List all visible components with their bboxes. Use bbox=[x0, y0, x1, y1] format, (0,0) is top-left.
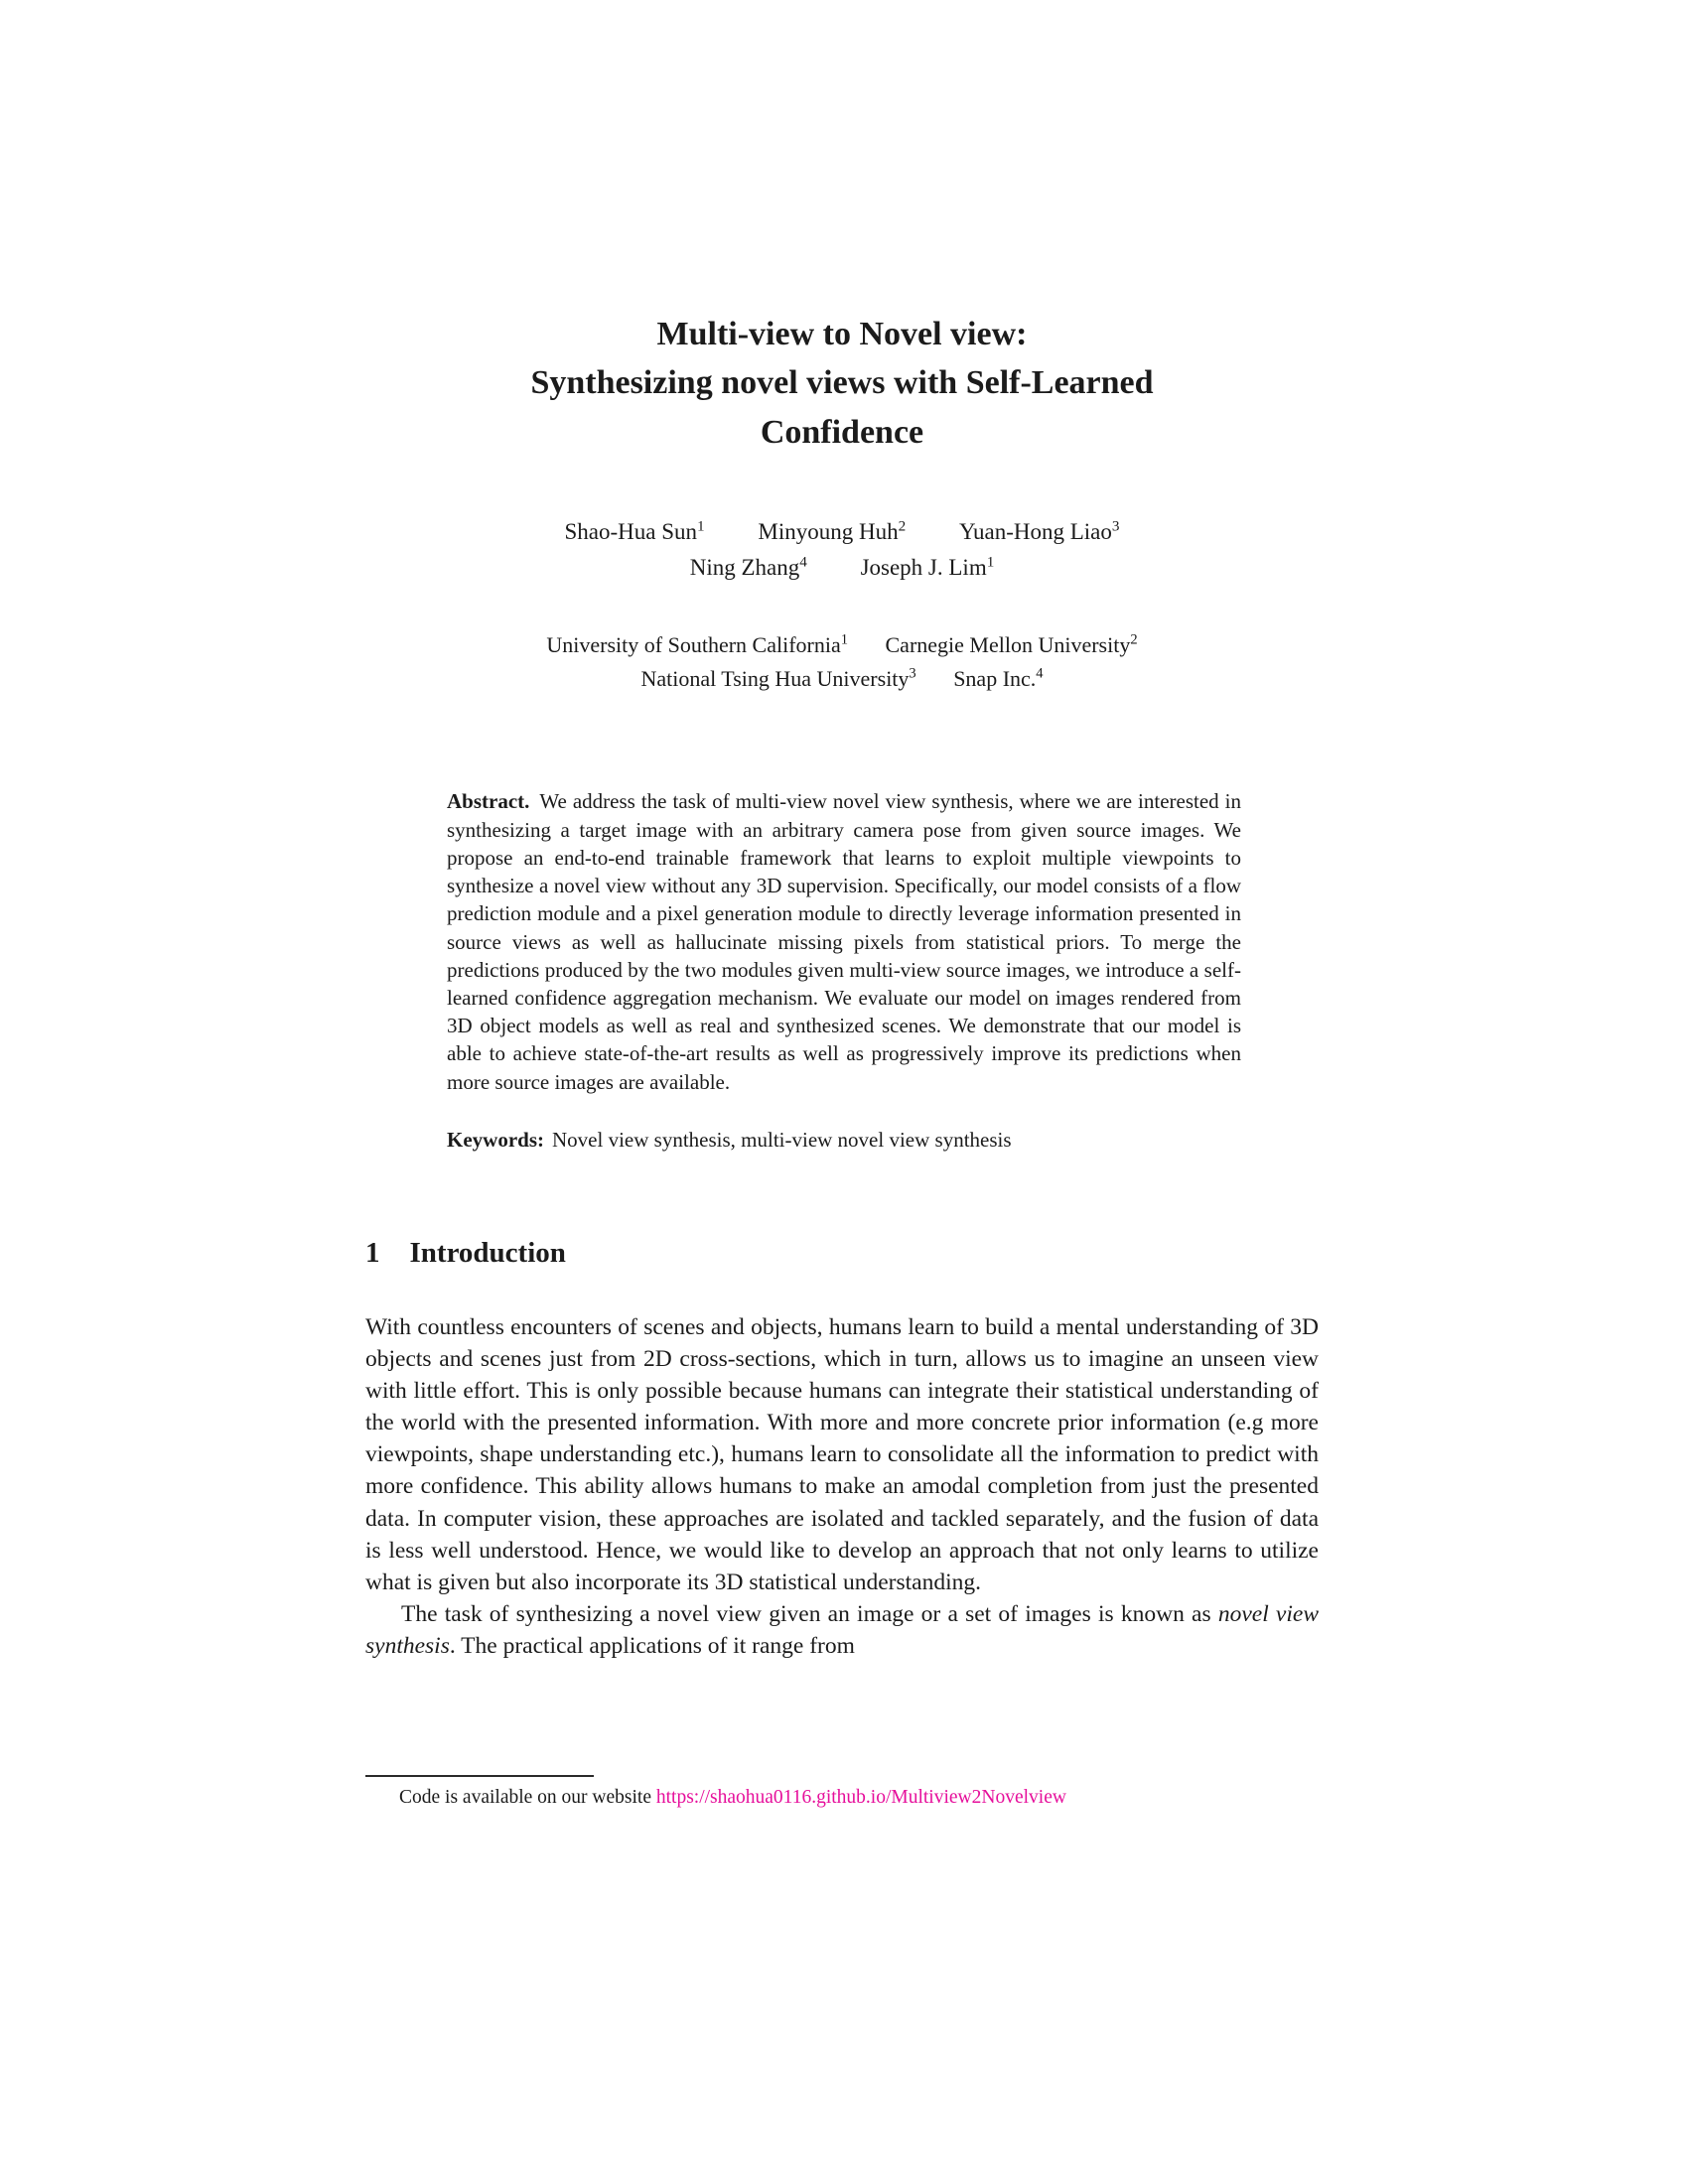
paper-title bbox=[365, 310, 1319, 457]
author-4 bbox=[689, 552, 807, 580]
author-4-name: Ning Zhang bbox=[689, 554, 800, 580]
authors-block bbox=[365, 514, 1319, 585]
authors-line-1 bbox=[365, 514, 1319, 550]
paragraph-2-post: . The practical applications of it range from bbox=[449, 1632, 855, 1659]
abstract-label: Abstract. bbox=[447, 789, 530, 814]
content-column bbox=[365, 0, 1319, 1662]
footnote-rule bbox=[365, 1775, 594, 1777]
abstract bbox=[447, 787, 1241, 1096]
keywords-text: Novel view synthesis, multi-view novel view synthesis bbox=[552, 1127, 1012, 1152]
section-number: 1 bbox=[365, 1237, 380, 1270]
title-line-1: Multi-view to Novel view: bbox=[656, 316, 1028, 352]
affiliation-4-sup: 4 bbox=[1036, 665, 1044, 682]
affiliation-4-name: Snap Inc. bbox=[953, 666, 1037, 692]
paragraph-2-italic-term: novel view synthesis bbox=[365, 1600, 1319, 1659]
section-title: Introduction bbox=[409, 1237, 566, 1270]
author-2-name: Minyoung Huh bbox=[758, 518, 899, 544]
affiliation-2 bbox=[886, 632, 1138, 657]
affiliation-3-sup: 3 bbox=[909, 665, 916, 682]
author-5-sup: 1 bbox=[986, 552, 995, 570]
author-2-sup: 2 bbox=[898, 517, 907, 535]
author-1-name: Shao-Hua Sun bbox=[564, 518, 698, 544]
footnote-link[interactable]: https://shaohua0116.github.io/Multiview2Novelview bbox=[655, 1787, 1066, 1808]
affiliation-2-sup: 2 bbox=[1130, 631, 1138, 648]
keywords-label: Keywords: bbox=[447, 1127, 544, 1152]
authors-line-2 bbox=[365, 550, 1319, 586]
affiliations-line-1 bbox=[365, 628, 1319, 662]
affiliations-block bbox=[365, 628, 1319, 696]
author-3-sup: 3 bbox=[1111, 517, 1120, 535]
author-5-name: Joseph J. Lim bbox=[860, 554, 987, 580]
author-4-sup: 4 bbox=[799, 552, 807, 570]
affiliation-2-name: Carnegie Mellon University bbox=[885, 632, 1131, 658]
author-5 bbox=[860, 552, 995, 580]
affiliation-1-name: University of Southern California bbox=[546, 632, 841, 658]
footnote-text: Code is available on our website bbox=[399, 1787, 656, 1808]
author-2 bbox=[758, 519, 906, 544]
affiliation-3-name: National Tsing Hua University bbox=[640, 666, 910, 692]
author-1 bbox=[565, 519, 705, 544]
affiliations-line-2 bbox=[365, 662, 1319, 696]
intro-paragraph-2 bbox=[365, 1598, 1319, 1662]
footnote-area bbox=[365, 1775, 1319, 1810]
affiliation-1-sup: 1 bbox=[840, 631, 848, 648]
title-line-3: Confidence bbox=[760, 413, 924, 451]
abstract-text: We address the task of multi-view novel view synthesis, where we are interested in synthesizing a target image with an arbitrary camera pose from given source images. We propose an end-to-end trainable framework that learns to exploit multiple viewpoints to synthesize a novel view without any 3D supervision. Specifically, our model consists of a flow prediction module and a pixel generation module to directly leverage information presented in source views as well as hallucinate missing pixels from statistical priors. To merge the predictions produced by the two modules given multi-view source images, we introduce a self-learned confidence aggregation mechanism. We evaluate our model on images rendered from 3D object models as well as real and synthesized scenes. We demonstrate that our model is able to achieve state-of-the-art results as well as progressively improve its predictions when more source images are available. bbox=[447, 789, 1241, 1094]
author-3-name: Yuan-Hong Liao bbox=[958, 518, 1112, 544]
affiliation-3 bbox=[640, 666, 915, 691]
paragraph-2-pre: The task of synthesizing a novel view given an image or a set of images is known as bbox=[401, 1600, 1218, 1627]
affiliation-1 bbox=[546, 632, 848, 657]
author-1-sup: 1 bbox=[697, 517, 705, 535]
section-heading-introduction bbox=[365, 1237, 1319, 1270]
footnote bbox=[365, 1785, 1319, 1810]
title-line-2: Synthesizing novel views with Self-Learned bbox=[530, 364, 1154, 402]
affiliation-4 bbox=[953, 666, 1043, 691]
keywords bbox=[447, 1126, 1241, 1154]
author-3 bbox=[959, 519, 1120, 544]
intro-paragraph-1: With countless encounters of scenes and objects, humans learn to build a mental understanding of 3D objects and scenes just from 2D cross-sections, which in turn, allows us to imagine an unseen view with little effort. This is only possible because humans can integrate their statistical understanding of the world with the presented information. With more and more concrete prior information (e.g more viewpoints, shape understanding etc.), humans learn to consolidate all the information to predict with more confidence. This ability allows humans to make an amodal completion from just the presented data. In computer vision, these approaches are isolated and tackled separately, and the fusion of data is less well understood. Hence, we would like to develop an approach that not only learns to utilize what is given but also incorporate its 3D statistical understanding. bbox=[365, 1314, 1319, 1595]
